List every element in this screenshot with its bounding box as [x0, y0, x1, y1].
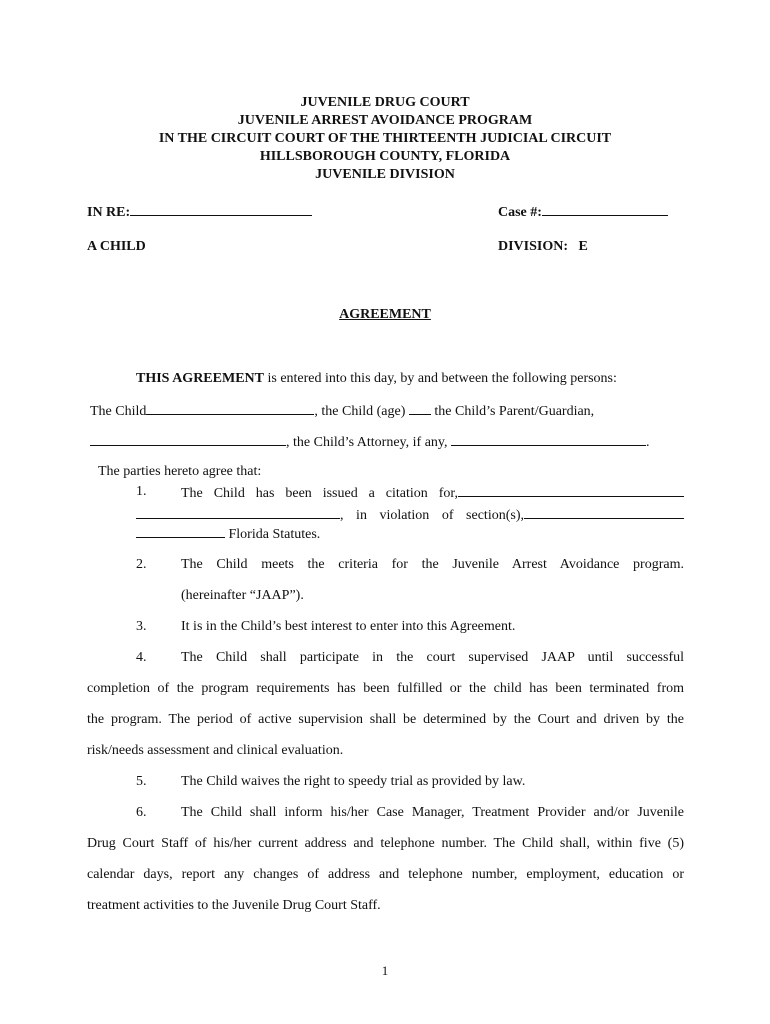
case-number-label: Case #: — [498, 205, 542, 220]
parent-guardian-text: the Child’s Parent/Guardian, — [434, 404, 595, 419]
court-header-line-3: IN THE CIRCUIT COURT OF THE THIRTEENTH JUDICIAL CIRCUIT — [158, 131, 612, 146]
court-header-line-4: HILLSBOROUGH COUNTY, FLORIDA — [259, 149, 511, 164]
parent-guardian-name-field[interactable] — [90, 432, 286, 446]
item-4-line-2: completion of the program requirements has been fulfilled or the child has been terminated from — [87, 681, 684, 696]
division-row — [498, 238, 588, 256]
item-6-line-3: calendar days, report any changes of address and telephone number, employment, education or — [87, 867, 684, 882]
item-4-line-4: risk/needs assessment and clinical evaluation. — [87, 743, 344, 758]
item-2-number: 2. — [136, 557, 147, 572]
court-header-line-2: JUVENILE ARREST AVOIDANCE PROGRAM — [237, 113, 533, 128]
parties-agree-line: The parties hereto agree that: — [98, 464, 262, 479]
item-3-number: 3. — [136, 619, 147, 634]
attorney-period: . — [646, 435, 650, 450]
citation-field[interactable] — [458, 483, 684, 497]
in-re-name-field[interactable] — [130, 202, 312, 216]
item-6-line-4: treatment activities to the Juvenile Drug Court Staff. — [87, 898, 381, 913]
intro-lead: THIS AGREEMENT — [136, 371, 264, 386]
child-age-field[interactable] — [409, 401, 431, 415]
item-4-line-1: The Child shall participate in the court supervised JAAP until successful — [181, 650, 684, 665]
statute-section-field[interactable] — [524, 505, 684, 519]
item-1-line-3 — [136, 524, 320, 544]
intro-sentence — [136, 370, 617, 388]
item-3-line-1: It is in the Child’s best interest to enter into this Agreement. — [181, 619, 516, 634]
page-number: 1 — [381, 963, 389, 978]
child-prefix: The Child — [90, 404, 147, 419]
court-header-line-5: JUVENILE DIVISION — [315, 167, 455, 182]
division-value: E — [578, 239, 588, 254]
florida-statutes-text: Florida Statutes. — [228, 527, 321, 542]
item-4-line-3: the program. The period of active supervision shall be determined by the Court and driven by the — [87, 712, 684, 727]
item-1-violation-text: , in violation of section(s), — [340, 508, 524, 523]
statute-continued-field[interactable] — [136, 524, 225, 538]
case-number-field[interactable] — [542, 202, 668, 216]
division-label: DIVISION: — [498, 239, 569, 254]
item-2-line-2: (hereinafter “JAAP”). — [181, 588, 304, 603]
child-age-text: , the Child (age) — [314, 404, 406, 419]
case-number-row — [498, 202, 668, 222]
item-1-line-2 — [136, 505, 684, 525]
agreement-title: AGREEMENT — [339, 307, 431, 322]
item-6-line-1: The Child shall inform his/her Case Manager, Treatment Provider and/or Juvenile — [181, 805, 684, 820]
attorney-name-field[interactable] — [451, 432, 646, 446]
intro-rest: is entered into this day, by and between the following persons: — [263, 371, 617, 386]
item-2-line-1: The Child meets the criteria for the Juvenile Arrest Avoidance program. — [181, 557, 684, 572]
citation-continued-field[interactable] — [136, 505, 340, 519]
a-child-label: A CHILD — [87, 239, 146, 254]
attorney-text: , the Child’s Attorney, if any, — [286, 435, 448, 450]
child-persons-line — [90, 401, 594, 421]
item-1-text: The Child has been issued a citation for, — [181, 486, 458, 501]
child-name-field[interactable] — [146, 401, 314, 415]
item-4-number: 4. — [136, 650, 147, 665]
item-5-number: 5. — [136, 774, 147, 789]
item-6-line-2: Drug Court Staff of his/her current address and telephone number. The Child shall, within five (5) — [87, 836, 684, 851]
item-1-number: 1. — [136, 484, 147, 499]
item-5-line-1: The Child waives the right to speedy trial as provided by law. — [181, 774, 526, 789]
item-1-line-1 — [181, 483, 684, 503]
in-re-label: IN RE: — [87, 205, 131, 220]
item-6-number: 6. — [136, 805, 147, 820]
attorney-line — [90, 432, 650, 452]
court-header-line-1: JUVENILE DRUG COURT — [300, 95, 470, 110]
in-re-row — [87, 202, 312, 222]
